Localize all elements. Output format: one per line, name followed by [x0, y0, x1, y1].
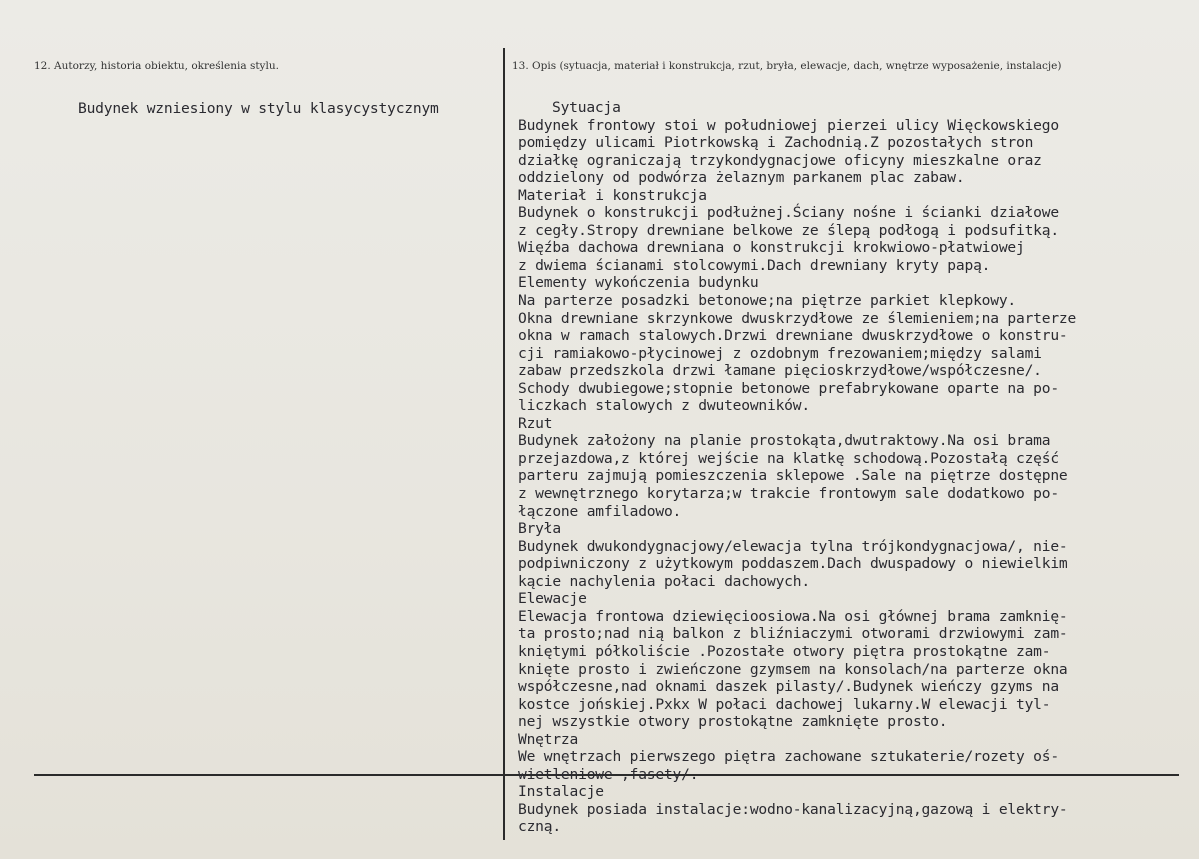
- description-line: Bryła: [518, 520, 561, 538]
- description-line: liczkach stalowych z dwuteowników.: [518, 397, 810, 415]
- description-line: Materiał i konstrukcja: [518, 186, 707, 204]
- description-line: Budynek założony na planie prostokąta,dwutraktowy.Na osi brama: [518, 432, 1051, 450]
- description-line: wietleniowe ,fasety/.: [518, 765, 699, 783]
- description-line: z cegły.Stropy drewniane belkowe ze ślepą podłogą i podsufitką.: [518, 221, 1059, 239]
- description-line: z wewnętrznego korytarza;w trakcie frontowym sale dodatkowo po-: [518, 485, 1059, 503]
- description-line: nej wszystkie otwory prostokątne zamknięte prosto.: [518, 713, 948, 731]
- description-line: działkę ograniczają trzykondygnacjowe oficyny mieszkalne oraz: [518, 151, 1042, 169]
- description-line: Okna drewniane skrzynkowe dwuskrzydłowe ze ślemieniem;na parterze: [518, 309, 1077, 327]
- description-line: Budynek dwukondygnacjowy/elewacja tylna trójkondygnacjowa/, nie-: [518, 537, 1068, 555]
- description-line: Sytuacja: [552, 99, 621, 116]
- description-line: Budynek o konstrukcji podłużnej.Ściany nośne i ścianki działowe: [518, 204, 1059, 222]
- description-line: współczesne,nad oknami daszek pilasty/.Budynek wieńczy gzyms na: [518, 678, 1059, 696]
- description-line: Więźba dachowa drewniana o konstrukcji krokwiowo-płatwiowej: [518, 239, 1025, 257]
- description-line: Schody dwubiegowe;stopnie betonowe prefabrykowane oparte na po-: [518, 379, 1059, 397]
- description-line: kącie nachylenia połaci dachowych.: [518, 572, 810, 590]
- description-text: [518, 99, 1076, 836]
- description-line: oddzielony od podwórza żelaznym parkanem plac zabaw.: [518, 169, 965, 187]
- description-line: zabaw przedszkola drzwi łamane pięcioskrzydłowe/współczesne/.: [518, 362, 1042, 380]
- section-12-header: 12. Autorzy, historia obiektu, określenia stylu.: [34, 60, 279, 72]
- description-line: czną.: [518, 818, 561, 836]
- description-line: Budynek frontowy stoi w południowej pierzei ulicy Więckowskiego: [518, 116, 1059, 134]
- column-divider: [503, 48, 505, 840]
- description-line: Elewacje: [518, 590, 587, 608]
- description-line: Wnętrza: [518, 730, 579, 748]
- description-line: cji ramiakowo-płycinowej z ozdobnym frezowaniem;między salami: [518, 344, 1042, 362]
- description-line: Na parterze posadzki betonowe;na piętrze parkiet klepkowy.: [518, 292, 1016, 310]
- description-line: okna w ramach stalowych.Drzwi drewniane dwuskrzydłowe o konstru-: [518, 327, 1068, 345]
- description-line: kostce jońskiej.Pxkx W połaci dachowej lukarny.W elewacji tyl-: [518, 695, 1051, 713]
- style-statement: Budynek wzniesiony w stylu klasycystycznym: [78, 100, 439, 117]
- description-line: ta prosto;nad nią balkon z bliźniaczymi otworami drzwiowymi zam-: [518, 625, 1068, 643]
- description-line: Instalacje: [518, 783, 604, 801]
- description-line: z dwiema ścianami stolcowymi.Dach drewniany kryty papą.: [518, 256, 991, 274]
- description-line: knięte prosto i zwieńczone gzymsem na konsolach/na parterze okna: [518, 660, 1068, 678]
- section-13-header: 13. Opis (sytuacja, materiał i konstrukcja, rzut, bryła, elewacje, dach, wnętrze wyposażenie, instalacje): [512, 60, 1062, 72]
- description-line: Elewacja frontowa dziewięcioosiowa.Na osi głównej brama zamknię-: [518, 607, 1068, 625]
- description-line: łączone amfiladowo.: [518, 502, 682, 520]
- description-line: podpiwniczony z użytkowym poddaszem.Dach dwuspadowy o niewielkim: [518, 555, 1068, 573]
- description-line: pomiędzy ulicami Piotrkowską i Zachodnią.Z pozostałych stron: [518, 134, 1034, 152]
- description-line: Rzut: [518, 414, 553, 432]
- description-line: We wnętrzach pierwszego piętra zachowane sztukaterie/rozety oś-: [518, 748, 1059, 766]
- description-line: przejazdowa,z której wejście na klatkę schodową.Pozostałą część: [518, 449, 1059, 467]
- description-line: kniętymi półkoliście .Pozostałe otwory piętra prostokątne zam-: [518, 642, 1051, 660]
- description-line: parteru zajmują pomieszczenia sklepowe .Sale na piętrze dostępne: [518, 467, 1068, 485]
- description-line: Elementy wykończenia budynku: [518, 274, 759, 292]
- description-line: Budynek posiada instalacje:wodno-kanalizacyjną,gazową i elektry-: [518, 800, 1068, 818]
